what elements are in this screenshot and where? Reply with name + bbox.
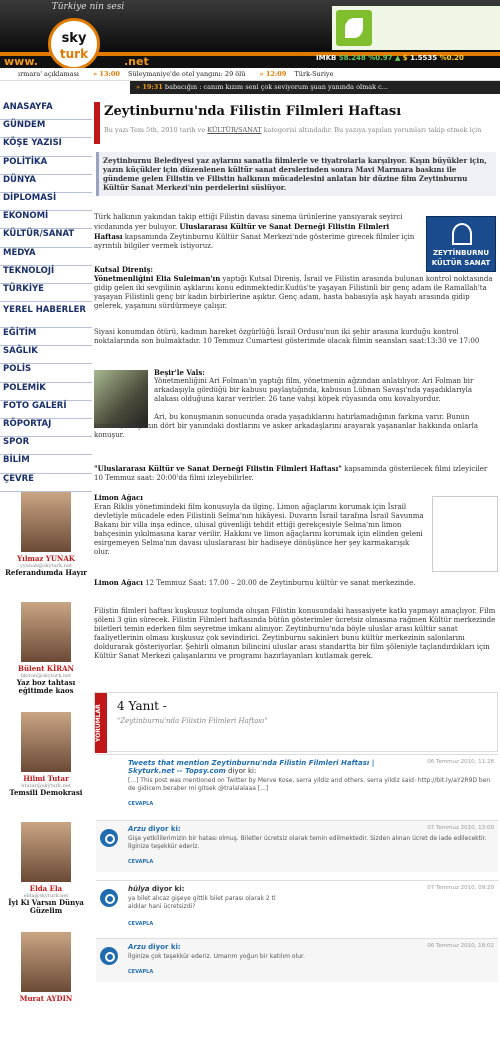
columnist-name[interactable]: Bülent KİRAN (18, 664, 74, 673)
nav-roportaj[interactable]: RÖPORTAJ (0, 419, 92, 437)
comment-date[interactable]: 07 Temmuz 2010, 13:00 (427, 825, 494, 831)
category-link[interactable]: KÜLTÜR/SANAT (207, 126, 262, 134)
comment-text: [...] This post was mentioned on Twitter by Merve Kose, serra yildiz and others. serra yildiz said: http://bit.ly/aY2R9D ben de gidicem.beraber mi gitsek @tralalalaaa [...] (128, 777, 491, 792)
logo-www: www. (4, 55, 38, 68)
nav-politika[interactable]: POLİTİKA (0, 157, 92, 175)
comments-count: 4 Yanıt - (117, 699, 167, 713)
trackback-link[interactable]: Tweets that mention Zeytinburnu'nda Filistin Filmleri Haftası | Skyturk.net -- Topsy.com (128, 759, 375, 775)
avatar-icon (100, 889, 118, 907)
columnist-article-title[interactable]: İyi Ki Varsın Dünya Güzelim (8, 898, 84, 915)
comment-author: Tweets that mention Zeytinburnu'nda Filistin Filmleri Haftası | Skyturk.net -- Topsy.com diyor ki: (128, 759, 375, 775)
usd-symbol: $ (402, 54, 408, 62)
leaf-icon (336, 10, 372, 46)
columnist-article-title[interactable]: Referandumda Hayır (5, 568, 87, 577)
logo-net: .net (124, 55, 149, 68)
nav-polemik[interactable]: POLEMİK (0, 383, 92, 401)
news-item[interactable]: » 12:09 Türk-Suriye (259, 70, 334, 78)
columnist-photo[interactable] (21, 712, 71, 772)
title-accent (94, 102, 100, 144)
columnist-name[interactable]: Elda Ela (29, 884, 63, 893)
comment (96, 820, 498, 872)
paragraph: "Uluslararası Kültür ve Sanat Derneği Filistin Filmleri Haftası" kapsamında gösterilecek filmi izleyiciler 10 Temmuz saat: 20:00'da filmi izleyebilirler. (94, 464, 488, 482)
columnist-article-title[interactable]: Temsili Demokrasi (9, 788, 83, 797)
nav-spor[interactable]: SPOR (0, 437, 92, 455)
nav-dunya[interactable]: DÜNYA (0, 175, 92, 193)
nav-foto-galeri[interactable]: FOTO GALERİ (0, 401, 92, 419)
nav-kose-yazisi[interactable]: KÖŞE YAZISI (0, 138, 92, 156)
imkb-label: IMKB (316, 54, 337, 62)
subheading-vals: Beşir'le Vals: (154, 368, 205, 377)
logo-sky: sky (61, 31, 87, 46)
paragraph: Filistin filmleri haftası kuşkusuz toplumda oluşan Filistin konusundaki hassasiyete katkı yapmayı amaçlıyor. Film şöleni 3 gün sürecek. Filistin Filmleri haftasında bütün gösterimler ücretsiz olmasına rağmen Kültür merkezinde biletleri temin ederken film seyretme imkanı alınıyor. Zeytinburnu'nda böyle uluslar arası kültür sanat faaliyetlerinin olması kuşkusuz çok sevindirici. Zeytinburnu sakinleri bunu kültür merkezinin salonlarını doldurarak gösteriyorlar. Şehirli olmanın bilincini uluslar arası standartta bir film şöleniyle taçlandırdıkları için Kültür Sanat Merkezi çalışanlarını ve programı hazırlayanları kutlamak gerek. (94, 607, 496, 660)
article-meta: Bu yazı Tem 5th, 2010 tarih ve KÜLTÜR/SANAT kategorisi altındadır. Bu yazıya yapılan yorumları takip etmek için (104, 126, 482, 134)
comment-author: Arzu diyor ki: (128, 825, 181, 833)
nav-saglik[interactable]: SAĞLIK (0, 346, 92, 364)
article-title: Zeytinburnu'nda Filistin Filmleri Haftası (104, 104, 402, 119)
comment-author: hülya diyor ki: (128, 885, 185, 893)
paragraph: Yönetmenliğini Elia Suleiman'ın yaptığı Kutsal Direniş, İsrail ve Filistin arasında bulunan kontrol noktasında gidip gelen iki sevgilinin aşklarını konu edinmektedir.Kudüs'te yaşayan Filistinli bir genç adam ile Ramallah'ta yaşayan Filistinli genç bir kadın birbirlerine aşıktır. Genç adam, hasta babasıyla aşk hayatı arasında gidip gelerek, yaşamını sürdürmeye çalışır. (94, 274, 493, 310)
comment-author: Arzu diyor ki: (128, 943, 181, 951)
ad-placeholder (432, 496, 498, 572)
reply-button[interactable]: CEVAPLA (128, 801, 154, 807)
comment-text: Gişe yetkililerimizin bir hatası olmuş. Biletler ücretsiz olarak temin edilmektedir. Sizden alınan ücret de iade edilecektir. İlginize teşekkür ederiz. (128, 835, 487, 850)
news-item[interactable]: » 13:00 Süleymaniye'de otel yangını: 29 ölü (93, 70, 246, 78)
columnist-email: yyunak@skyturk.net (20, 563, 72, 569)
columnist-email: bkiran@skyturk.net (20, 673, 72, 679)
article-lead: Zeytinburnu Belediyesi yaz aylarını sanatla filmlerle ve tiyatrolarla karşılıyor. Kışın büyükler için, yazın küçükler için düzenlenen kültür sanat derslerinden sonra Mavi Marmara baskını ile gündeme gelen Filistin ve Filistin halkının mücadelesini anlatan bir düzine film Zeytinburnu Kültür Sanat Merkezi'nin perdelerini süslüyor. (96, 152, 496, 196)
columnist-card[interactable] (0, 712, 92, 818)
reader-message-ticker[interactable] (130, 81, 500, 94)
paragraph: Eran Riklis yönetimindeki film konusuyla da ilginç. Limon ağaçlarını korumak için İsrail devletiyle mücadele eden Filistinli Selma'nın hikâyesi. Duvarın İsrail tarafına İsrail Savunma Bakanı bir villa inşa edince, ulusal güvenliği tehdit ettiği gerekçesiyle Selma'nın limon bahçesinin yıkılmasına karar verilir. Hakkını ve limon ağaçlarını korumak için elinden geleni esirgemeyen Selma'nın davası uluslararası bir hadiseye dönüşünce her şey karmakarışık olur. (94, 503, 424, 556)
columnist-photo[interactable] (21, 822, 71, 882)
columnist-photo[interactable] (21, 492, 71, 552)
logo-slogan: Türkiye nin sesi (51, 2, 125, 12)
header-banner[interactable] (332, 6, 500, 50)
columnist-photo[interactable] (21, 932, 71, 992)
message-text: babacığın : canım kızım seni çok seviyorum şuan yanında olmak c... (164, 83, 388, 91)
comment (96, 754, 498, 812)
nav-medya[interactable]: MEDYA (0, 248, 92, 266)
site-header (0, 0, 500, 68)
avatar-icon (100, 829, 118, 847)
comment-text: ya bilet alıcaz gişeye gittik bilet parası olarak 2 tl aldılar hani ücretsizdi? (128, 895, 276, 910)
comment-text: İlginize çok teşekkür ederiz. Umarım yoğun bir katılım olur. (128, 953, 305, 960)
nav-bilim[interactable]: BİLİM (0, 455, 92, 473)
imkb-value: 58.248 (338, 54, 366, 62)
comments-tab: YORUMLAR (95, 693, 107, 753)
paragraph: Ari, bu konuşmanın sonucunda orada yaşadıklarını hatırlamadığının farkına varır. Bunun üzerine, dünyanın dört bir yanındaki dostlarını ve asker arkadaşlarını arayarak yaşananlar hakkında onlarla konuşur. (94, 413, 479, 439)
columnist-card[interactable] (0, 822, 92, 928)
nav-kultur-sanat[interactable]: KÜLTÜR/SANAT (0, 229, 92, 247)
nav-diplomasi[interactable]: DİPLOMASİ (0, 193, 92, 211)
columnist-email: elda@skyturk.net (23, 893, 69, 899)
nav-polis[interactable]: POLİS (0, 364, 92, 382)
nav-ekonomi[interactable]: EKONOMİ (0, 211, 92, 229)
message-time: » 19:31 (136, 83, 163, 91)
columnist-card[interactable] (0, 932, 92, 1038)
nav-turkiye[interactable]: TÜRKİYE (0, 284, 92, 302)
columnist-name[interactable]: Hilmi Tutar (23, 774, 69, 783)
comment-date[interactable]: 07 Temmuz 2010, 09:20 (427, 885, 494, 891)
up-arrow-icon: ▲ (394, 54, 401, 62)
site-logo[interactable] (48, 18, 100, 70)
paragraph: Türk halkının yakından takip ettiği Filistin davası sinema ürünlerine yansıyarak seyirci vicdanında yer buluyor. Uluslararası Kültür ve Sanat Derneği Filistin Filmleri Haftası kapsamında Zeytinburnu Kültür Sanat Merkezi'nde gösterime girecek filmler için ayrıntılı bilgiler vermek istiyoruz. (94, 213, 415, 250)
usd-change: %0.20 (439, 54, 464, 62)
nav-egitim[interactable]: EĞİTİM (0, 328, 92, 346)
columnists-list (0, 488, 92, 1038)
nav-yerel-haberler[interactable]: YEREL HABERLER (0, 302, 92, 328)
zeytinburnu-logo: ZEYTİNBURNU KÜLTÜR SANAT (426, 216, 496, 272)
columnist-card[interactable] (0, 602, 92, 708)
comment (96, 938, 498, 982)
reply-button[interactable]: CEVAPLA (128, 969, 154, 975)
subheading-limon: Limon Ağacı (94, 493, 143, 502)
market-ticker (316, 54, 500, 66)
comment (96, 880, 498, 932)
paragraph: Siyasi konumdan ötürü, kadının hareket özgürlüğü İsrail Ordusu'nun iki şehir arasına kurduğu kontrol noktalarında son bulmaktadır. 10 Temmuz Cumartesi gösterimde olacak filmin seansları saat:13:30 ve 17:00 (94, 328, 480, 345)
comments-subtitle: "Zeytinburnu'nda Filistin Filmleri Haftası" (117, 717, 268, 725)
columnist-name[interactable]: Yılmaz YUNAK (17, 554, 75, 563)
logo-turk: turk (59, 47, 89, 61)
comments-header (94, 692, 498, 752)
columnist-photo[interactable] (21, 602, 71, 662)
usd-value: 1.5535 (410, 54, 438, 62)
news-ticker (0, 68, 500, 81)
nav-gundem[interactable]: GÜNDEM (0, 120, 92, 138)
category-nav (0, 102, 92, 492)
comment-date[interactable]: 06 Temmuz 2010, 11:28 (427, 759, 494, 765)
columnist-email: htutar@skyturk.net (21, 783, 71, 789)
news-item[interactable]: ırmara' açıklaması (18, 70, 80, 78)
columnist-name[interactable]: Murat AYDIN (19, 994, 73, 1003)
nav-anasayfa[interactable]: ANASAYFA (0, 102, 92, 120)
columnist-article-title[interactable]: Yaz boz tahtası eğitimde kaos (16, 678, 76, 695)
reply-button[interactable]: CEVAPLA (128, 859, 154, 865)
subheading-kutsal: Kutsal Direniş: (94, 265, 153, 274)
paragraph: Limon Ağacı 12 Temmuz Saat: 17.00 – 20.00 de Zeytinburnu kültür ve sanat merkezinde. (94, 578, 416, 587)
avatar-icon (100, 947, 118, 965)
comment-date[interactable]: 06 Temmuz 2010, 18:02 (427, 943, 494, 949)
imkb-change: %0.97 (368, 54, 393, 62)
paragraph: Yönetmenliğini Ari Folman'ın yaptığı film, yönetmenin ağzından anlatılıyor. Ari Folman bir arkadaşıyla gördüğü bir kabusu paylaştığında, kabusun Lübnan Savaşı'nda yaşadıklarıyla alakası olduğuna karar verirler. 26 tane vahşi köpek rüyasında onu kovalıyordur. (154, 377, 474, 403)
reply-button[interactable]: CEVAPLA (128, 921, 154, 927)
columnist-card[interactable] (0, 492, 92, 598)
nav-cevre[interactable]: ÇEVRE (0, 474, 92, 492)
logo-mark-icon (452, 223, 472, 245)
nav-teknoloji[interactable]: TEKNOLOJİ (0, 266, 92, 284)
